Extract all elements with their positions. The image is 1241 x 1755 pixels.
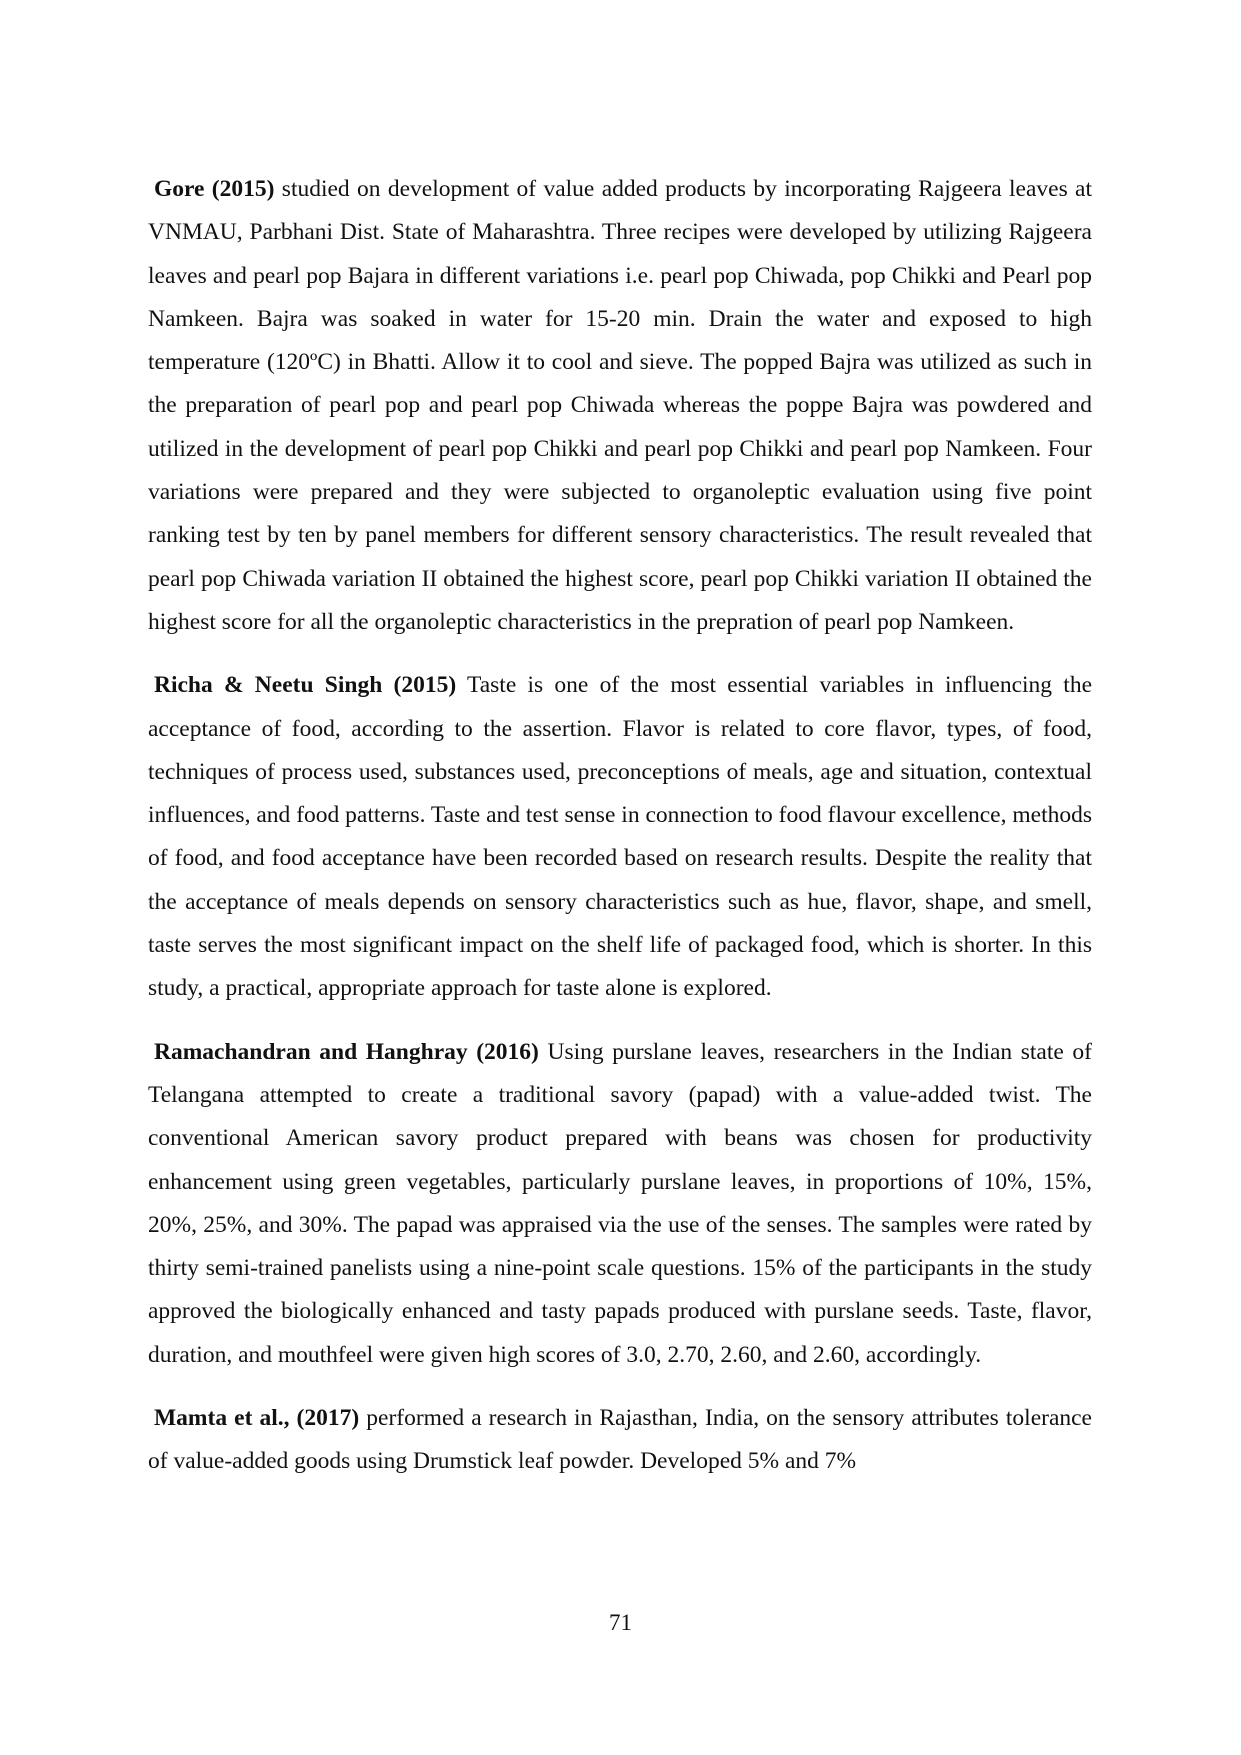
paragraph-text: Using purslane leaves, researchers in the Indian state of Telangana attempted to create a traditional savory (papad) with a value-added twist. The conventional American savory product prepared with beans was chosen for productivity enhancement using green vegetables, particularly purslane leaves, in proportions of 10%, 15%, 20%, 25%, and 30%. The papad was appraised via the use of the senses. The samples were rated by thirty semi-trained panelists using a nine-point scale questions. 15% of the participants in the study approved the biologically enhanced and tasty papads produced with purslane seeds. Taste, flavor, duration, and mouthfeel were given high scores of 3.0, 2.70, 2.60, and 2.60, accordingly. [148, 1038, 1093, 1368]
paragraph-gore-2015 [148, 168, 1092, 644]
paragraph-text: Taste is one of the most essential variables in influencing the acceptance of food, according to the assertion. Flavor is related to core flavor, types, of food, techniques of process used, substances used, preconceptions of meals, age and situation, contextual influences, and food patterns. Taste and test sense in connection to food flavour excellence, methods of food, and food acceptance have been recorded based on research results. Despite the reality that the acceptance of meals depends on sensory characteristics such as hue, flavor, shape, and smell, taste serves the most significant impact on the shelf life of packaged food, which is shorter. In this study, a practical, appropriate approach for taste alone is explored. [148, 672, 1093, 1002]
paragraph-text: performed a research in Rajasthan, India, on the sensory attributes tolerance of value-added goods using Drumstick leaf powder. Developed 5% and 7% [148, 1405, 1092, 1475]
citation-author: Richa & Neetu Singh (2015) [154, 672, 457, 699]
paragraph-mamta-2017 [148, 1397, 1092, 1484]
body-text [148, 168, 1092, 1504]
citation-author: Gore (2015) [154, 176, 275, 202]
citation-author: Mamta et al., (2017) [154, 1405, 360, 1432]
paragraph-ramachandran-hanghray-2016 [148, 1031, 1092, 1377]
page-number: 71 [609, 1610, 632, 1635]
paragraph-text: studied on development of value added products by incorporating Rajgeera leaves at VNMAU, Parbhani Dist. State of Maharashtra. Three recipes were developed by utilizing Rajgeera leaves and pearl pop Bajara in different variations i.e. pearl pop Chiwada, pop Chikki and Pearl pop Namkeen. Bajra was soaked in water for 15-20 min. Drain the water and exposed to high temperature (120ºC) in Bhatti. Allow it to cool and sieve. The popped Bajra was utilized as such in the preparation of pearl pop and pearl pop Chiwada whereas the poppe Bajra was powdered and utilized in the development of pearl pop Chikki and pearl pop Chikki and pearl pop Namkeen. Four variations were prepared and they were subjected to organoleptic evaluation using five point ranking test by ten by panel members for different sensory characteristics. The result revealed that pearl pop Chiwada variation II obtained the highest score, pearl pop Chikki variation II obtained the highest score for all the organoleptic characteristics in the prepration of pearl pop Namkeen. [148, 176, 1093, 635]
paragraph-richa-neetu-singh-2015 [148, 664, 1092, 1010]
citation-author: Ramachandran and Hanghray (2016) [154, 1038, 539, 1065]
